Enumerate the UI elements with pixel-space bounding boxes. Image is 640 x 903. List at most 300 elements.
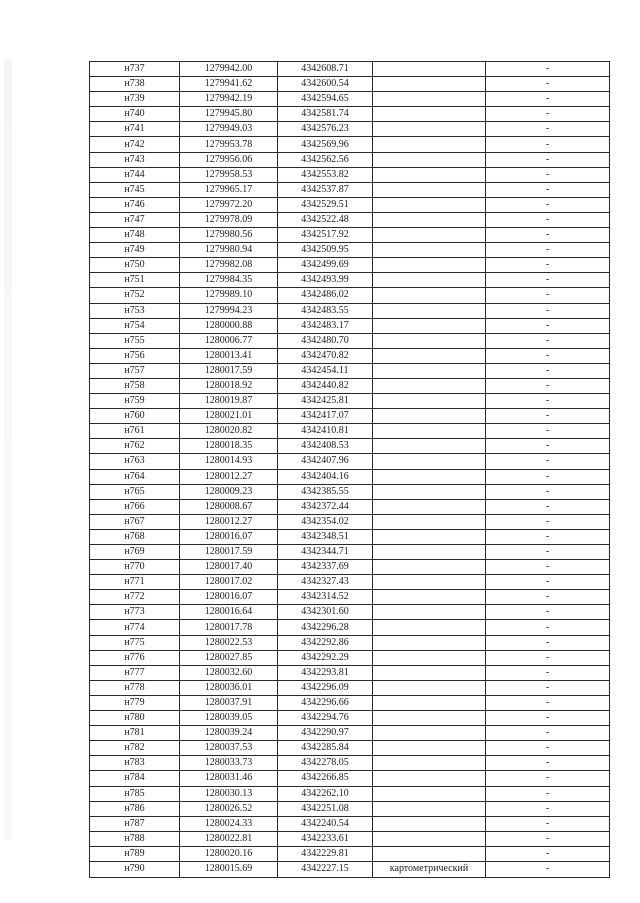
point-id-cell: н780 bbox=[90, 711, 180, 726]
x-coordinate-cell: 1280017.78 bbox=[180, 620, 278, 635]
table-row bbox=[90, 152, 610, 167]
x-coordinate-cell: 1280012.27 bbox=[180, 514, 278, 529]
method-cell bbox=[373, 182, 486, 197]
extra-cell: - bbox=[486, 409, 610, 424]
y-coordinate-cell: 4342407.96 bbox=[278, 454, 373, 469]
table-row bbox=[90, 167, 610, 182]
y-coordinate-cell: 4342454.11 bbox=[278, 363, 373, 378]
x-coordinate-cell: 1279980.56 bbox=[180, 228, 278, 243]
table-row bbox=[90, 529, 610, 544]
extra-cell: - bbox=[486, 378, 610, 393]
point-id-cell: н760 bbox=[90, 409, 180, 424]
x-coordinate-cell: 1280037.91 bbox=[180, 695, 278, 710]
table-row bbox=[90, 333, 610, 348]
table-row bbox=[90, 122, 610, 137]
table-row bbox=[90, 635, 610, 650]
extra-cell: - bbox=[486, 348, 610, 363]
point-id-cell: н754 bbox=[90, 318, 180, 333]
extra-cell: - bbox=[486, 786, 610, 801]
point-id-cell: н743 bbox=[90, 152, 180, 167]
y-coordinate-cell: 4342522.48 bbox=[278, 212, 373, 227]
x-coordinate-cell: 1279994.23 bbox=[180, 303, 278, 318]
method-cell bbox=[373, 545, 486, 560]
point-id-cell: н749 bbox=[90, 243, 180, 258]
table-row bbox=[90, 318, 610, 333]
y-coordinate-cell: 4342425.81 bbox=[278, 394, 373, 409]
x-coordinate-cell: 1279945.80 bbox=[180, 107, 278, 122]
method-cell bbox=[373, 484, 486, 499]
extra-cell: - bbox=[486, 122, 610, 137]
extra-cell: - bbox=[486, 545, 610, 560]
x-coordinate-cell: 1279953.78 bbox=[180, 137, 278, 152]
method-cell bbox=[373, 348, 486, 363]
extra-cell: - bbox=[486, 62, 610, 77]
y-coordinate-cell: 4342266.85 bbox=[278, 771, 373, 786]
method-cell bbox=[373, 77, 486, 92]
method-cell bbox=[373, 363, 486, 378]
method-cell bbox=[373, 665, 486, 680]
y-coordinate-cell: 4342594.65 bbox=[278, 92, 373, 107]
extra-cell: - bbox=[486, 273, 610, 288]
y-coordinate-cell: 4342293.81 bbox=[278, 665, 373, 680]
y-coordinate-cell: 4342562.56 bbox=[278, 152, 373, 167]
x-coordinate-cell: 1280018.92 bbox=[180, 378, 278, 393]
point-id-cell: н741 bbox=[90, 122, 180, 137]
method-cell bbox=[373, 394, 486, 409]
point-id-cell: н772 bbox=[90, 590, 180, 605]
table-row bbox=[90, 575, 610, 590]
point-id-cell: н785 bbox=[90, 786, 180, 801]
extra-cell: - bbox=[486, 424, 610, 439]
point-id-cell: н770 bbox=[90, 560, 180, 575]
method-cell bbox=[373, 333, 486, 348]
method-cell bbox=[373, 107, 486, 122]
x-coordinate-cell: 1280031.46 bbox=[180, 771, 278, 786]
extra-cell: - bbox=[486, 77, 610, 92]
y-coordinate-cell: 4342240.54 bbox=[278, 816, 373, 831]
point-id-cell: н755 bbox=[90, 333, 180, 348]
table-row bbox=[90, 741, 610, 756]
extra-cell: - bbox=[486, 514, 610, 529]
x-coordinate-cell: 1280014.93 bbox=[180, 454, 278, 469]
x-coordinate-cell: 1280022.53 bbox=[180, 635, 278, 650]
extra-cell: - bbox=[486, 92, 610, 107]
method-cell bbox=[373, 424, 486, 439]
point-id-cell: н782 bbox=[90, 741, 180, 756]
table-row bbox=[90, 182, 610, 197]
extra-cell: - bbox=[486, 635, 610, 650]
x-coordinate-cell: 1280020.82 bbox=[180, 424, 278, 439]
y-coordinate-cell: 4342486.02 bbox=[278, 288, 373, 303]
extra-cell: - bbox=[486, 303, 610, 318]
table-row bbox=[90, 258, 610, 273]
point-id-cell: н759 bbox=[90, 394, 180, 409]
y-coordinate-cell: 4342354.02 bbox=[278, 514, 373, 529]
method-cell bbox=[373, 62, 486, 77]
point-id-cell: н778 bbox=[90, 680, 180, 695]
method-cell bbox=[373, 650, 486, 665]
point-id-cell: н781 bbox=[90, 726, 180, 741]
x-coordinate-cell: 1280013.41 bbox=[180, 348, 278, 363]
x-coordinate-cell: 1280032.60 bbox=[180, 665, 278, 680]
method-cell bbox=[373, 726, 486, 741]
point-id-cell: н762 bbox=[90, 439, 180, 454]
method-cell bbox=[373, 605, 486, 620]
table-row bbox=[90, 273, 610, 288]
extra-cell: - bbox=[486, 575, 610, 590]
extra-cell: - bbox=[486, 243, 610, 258]
method-cell bbox=[373, 695, 486, 710]
extra-cell: - bbox=[486, 665, 610, 680]
y-coordinate-cell: 4342483.17 bbox=[278, 318, 373, 333]
table-row bbox=[90, 726, 610, 741]
x-coordinate-cell: 1279956.06 bbox=[180, 152, 278, 167]
point-id-cell: н776 bbox=[90, 650, 180, 665]
table-row bbox=[90, 560, 610, 575]
point-id-cell: н765 bbox=[90, 484, 180, 499]
extra-cell: - bbox=[486, 499, 610, 514]
table-row bbox=[90, 303, 610, 318]
table-row bbox=[90, 816, 610, 831]
x-coordinate-cell: 1279942.19 bbox=[180, 92, 278, 107]
y-coordinate-cell: 4342229.81 bbox=[278, 846, 373, 861]
x-coordinate-cell: 1279942.00 bbox=[180, 62, 278, 77]
x-coordinate-cell: 1279978.09 bbox=[180, 212, 278, 227]
extra-cell: - bbox=[486, 861, 610, 877]
y-coordinate-cell: 4342440.82 bbox=[278, 378, 373, 393]
table-row bbox=[90, 378, 610, 393]
point-id-cell: н771 bbox=[90, 575, 180, 590]
table-row bbox=[90, 711, 610, 726]
extra-cell: - bbox=[486, 680, 610, 695]
x-coordinate-cell: 1280017.02 bbox=[180, 575, 278, 590]
table-row bbox=[90, 212, 610, 227]
point-id-cell: н763 bbox=[90, 454, 180, 469]
x-coordinate-cell: 1280030.13 bbox=[180, 786, 278, 801]
extra-cell: - bbox=[486, 846, 610, 861]
y-coordinate-cell: 4342410.81 bbox=[278, 424, 373, 439]
method-cell bbox=[373, 469, 486, 484]
y-coordinate-cell: 4342509.95 bbox=[278, 243, 373, 258]
method-cell bbox=[373, 575, 486, 590]
point-id-cell: н739 bbox=[90, 92, 180, 107]
extra-cell: - bbox=[486, 258, 610, 273]
method-cell bbox=[373, 680, 486, 695]
y-coordinate-cell: 4342290.97 bbox=[278, 726, 373, 741]
extra-cell: - bbox=[486, 107, 610, 122]
y-coordinate-cell: 4342227.15 bbox=[278, 861, 373, 877]
point-id-cell: н788 bbox=[90, 831, 180, 846]
table-row bbox=[90, 801, 610, 816]
point-id-cell: н744 bbox=[90, 167, 180, 182]
y-coordinate-cell: 4342569.96 bbox=[278, 137, 373, 152]
method-cell bbox=[373, 318, 486, 333]
point-id-cell: н764 bbox=[90, 469, 180, 484]
point-id-cell: н786 bbox=[90, 801, 180, 816]
table-row bbox=[90, 484, 610, 499]
y-coordinate-cell: 4342493.99 bbox=[278, 273, 373, 288]
y-coordinate-cell: 4342285.84 bbox=[278, 741, 373, 756]
table-row bbox=[90, 514, 610, 529]
method-cell bbox=[373, 454, 486, 469]
point-id-cell: н745 bbox=[90, 182, 180, 197]
method-cell bbox=[373, 711, 486, 726]
extra-cell: - bbox=[486, 212, 610, 227]
y-coordinate-cell: 4342385.55 bbox=[278, 484, 373, 499]
y-coordinate-cell: 4342292.29 bbox=[278, 650, 373, 665]
table-row bbox=[90, 62, 610, 77]
table-row bbox=[90, 424, 610, 439]
point-id-cell: н784 bbox=[90, 771, 180, 786]
point-id-cell: н767 bbox=[90, 514, 180, 529]
y-coordinate-cell: 4342292.86 bbox=[278, 635, 373, 650]
extra-cell: - bbox=[486, 801, 610, 816]
extra-cell: - bbox=[486, 484, 610, 499]
table-row bbox=[90, 454, 610, 469]
table-row bbox=[90, 771, 610, 786]
extra-cell: - bbox=[486, 620, 610, 635]
method-cell bbox=[373, 620, 486, 635]
method-cell: картометрический bbox=[373, 861, 486, 877]
extra-cell: - bbox=[486, 771, 610, 786]
extra-cell: - bbox=[486, 197, 610, 212]
x-coordinate-cell: 1280008.67 bbox=[180, 499, 278, 514]
x-coordinate-cell: 1280027.85 bbox=[180, 650, 278, 665]
method-cell bbox=[373, 831, 486, 846]
point-id-cell: н777 bbox=[90, 665, 180, 680]
table-row bbox=[90, 650, 610, 665]
table-row bbox=[90, 137, 610, 152]
point-id-cell: н757 bbox=[90, 363, 180, 378]
point-id-cell: н766 bbox=[90, 499, 180, 514]
x-coordinate-cell: 1280016.07 bbox=[180, 529, 278, 544]
table-row bbox=[90, 545, 610, 560]
point-id-cell: н768 bbox=[90, 529, 180, 544]
method-cell bbox=[373, 152, 486, 167]
method-cell bbox=[373, 846, 486, 861]
x-coordinate-cell: 1280039.24 bbox=[180, 726, 278, 741]
x-coordinate-cell: 1279980.94 bbox=[180, 243, 278, 258]
point-id-cell: н742 bbox=[90, 137, 180, 152]
point-id-cell: н756 bbox=[90, 348, 180, 363]
x-coordinate-cell: 1279989.10 bbox=[180, 288, 278, 303]
point-id-cell: н779 bbox=[90, 695, 180, 710]
y-coordinate-cell: 4342348.51 bbox=[278, 529, 373, 544]
method-cell bbox=[373, 590, 486, 605]
x-coordinate-cell: 1280017.59 bbox=[180, 363, 278, 378]
x-coordinate-cell: 1280039.05 bbox=[180, 711, 278, 726]
y-coordinate-cell: 4342337.69 bbox=[278, 560, 373, 575]
extra-cell: - bbox=[486, 454, 610, 469]
x-coordinate-cell: 1280019.87 bbox=[180, 394, 278, 409]
table-row bbox=[90, 499, 610, 514]
extra-cell: - bbox=[486, 529, 610, 544]
table-row bbox=[90, 409, 610, 424]
extra-cell: - bbox=[486, 363, 610, 378]
x-coordinate-cell: 1280026.52 bbox=[180, 801, 278, 816]
table-row bbox=[90, 348, 610, 363]
y-coordinate-cell: 4342344.71 bbox=[278, 545, 373, 560]
point-id-cell: н751 bbox=[90, 273, 180, 288]
method-cell bbox=[373, 409, 486, 424]
extra-cell: - bbox=[486, 469, 610, 484]
y-coordinate-cell: 4342296.09 bbox=[278, 680, 373, 695]
x-coordinate-cell: 1279949.03 bbox=[180, 122, 278, 137]
point-id-cell: н752 bbox=[90, 288, 180, 303]
table-row bbox=[90, 590, 610, 605]
point-id-cell: н740 bbox=[90, 107, 180, 122]
x-coordinate-cell: 1280006.77 bbox=[180, 333, 278, 348]
table-row bbox=[90, 665, 610, 680]
point-id-cell: н761 bbox=[90, 424, 180, 439]
method-cell bbox=[373, 378, 486, 393]
y-coordinate-cell: 4342608.71 bbox=[278, 62, 373, 77]
y-coordinate-cell: 4342480.70 bbox=[278, 333, 373, 348]
point-id-cell: н753 bbox=[90, 303, 180, 318]
y-coordinate-cell: 4342296.28 bbox=[278, 620, 373, 635]
method-cell bbox=[373, 228, 486, 243]
method-cell bbox=[373, 303, 486, 318]
x-coordinate-cell: 1280016.07 bbox=[180, 590, 278, 605]
point-id-cell: н790 bbox=[90, 861, 180, 877]
y-coordinate-cell: 4342470.82 bbox=[278, 348, 373, 363]
extra-cell: - bbox=[486, 318, 610, 333]
extra-cell: - bbox=[486, 394, 610, 409]
method-cell bbox=[373, 756, 486, 771]
table-row bbox=[90, 107, 610, 122]
x-coordinate-cell: 1280015.69 bbox=[180, 861, 278, 877]
table-row bbox=[90, 92, 610, 107]
extra-cell: - bbox=[486, 333, 610, 348]
method-cell bbox=[373, 514, 486, 529]
extra-cell: - bbox=[486, 439, 610, 454]
method-cell bbox=[373, 288, 486, 303]
coordinates-table bbox=[89, 61, 610, 878]
x-coordinate-cell: 1280018.35 bbox=[180, 439, 278, 454]
scan-margin-artifact bbox=[4, 60, 12, 840]
method-cell bbox=[373, 122, 486, 137]
y-coordinate-cell: 4342404.16 bbox=[278, 469, 373, 484]
table-row bbox=[90, 786, 610, 801]
method-cell bbox=[373, 197, 486, 212]
point-id-cell: н738 bbox=[90, 77, 180, 92]
extra-cell: - bbox=[486, 182, 610, 197]
method-cell bbox=[373, 439, 486, 454]
table-row bbox=[90, 363, 610, 378]
method-cell bbox=[373, 816, 486, 831]
y-coordinate-cell: 4342517.92 bbox=[278, 228, 373, 243]
method-cell bbox=[373, 801, 486, 816]
point-id-cell: н769 bbox=[90, 545, 180, 560]
y-coordinate-cell: 4342314.52 bbox=[278, 590, 373, 605]
x-coordinate-cell: 1280037.53 bbox=[180, 741, 278, 756]
point-id-cell: н747 bbox=[90, 212, 180, 227]
coordinates-table-body bbox=[90, 62, 610, 878]
extra-cell: - bbox=[486, 816, 610, 831]
extra-cell: - bbox=[486, 228, 610, 243]
method-cell bbox=[373, 243, 486, 258]
point-id-cell: н737 bbox=[90, 62, 180, 77]
y-coordinate-cell: 4342278.05 bbox=[278, 756, 373, 771]
y-coordinate-cell: 4342408.53 bbox=[278, 439, 373, 454]
table-row bbox=[90, 197, 610, 212]
point-id-cell: н750 bbox=[90, 258, 180, 273]
y-coordinate-cell: 4342372.44 bbox=[278, 499, 373, 514]
x-coordinate-cell: 1280017.40 bbox=[180, 560, 278, 575]
extra-cell: - bbox=[486, 726, 610, 741]
point-id-cell: н758 bbox=[90, 378, 180, 393]
point-id-cell: н774 bbox=[90, 620, 180, 635]
y-coordinate-cell: 4342537.87 bbox=[278, 182, 373, 197]
extra-cell: - bbox=[486, 152, 610, 167]
x-coordinate-cell: 1279965.17 bbox=[180, 182, 278, 197]
method-cell bbox=[373, 771, 486, 786]
table-row bbox=[90, 228, 610, 243]
y-coordinate-cell: 4342251.08 bbox=[278, 801, 373, 816]
method-cell bbox=[373, 212, 486, 227]
y-coordinate-cell: 4342296.66 bbox=[278, 695, 373, 710]
x-coordinate-cell: 1280017.59 bbox=[180, 545, 278, 560]
table-row bbox=[90, 243, 610, 258]
table-row bbox=[90, 605, 610, 620]
extra-cell: - bbox=[486, 711, 610, 726]
y-coordinate-cell: 4342529.51 bbox=[278, 197, 373, 212]
y-coordinate-cell: 4342581.74 bbox=[278, 107, 373, 122]
extra-cell: - bbox=[486, 650, 610, 665]
x-coordinate-cell: 1279982.08 bbox=[180, 258, 278, 273]
extra-cell: - bbox=[486, 695, 610, 710]
x-coordinate-cell: 1280009.23 bbox=[180, 484, 278, 499]
extra-cell: - bbox=[486, 756, 610, 771]
table-row bbox=[90, 680, 610, 695]
y-coordinate-cell: 4342483.55 bbox=[278, 303, 373, 318]
method-cell bbox=[373, 92, 486, 107]
y-coordinate-cell: 4342600.54 bbox=[278, 77, 373, 92]
y-coordinate-cell: 4342233.61 bbox=[278, 831, 373, 846]
method-cell bbox=[373, 635, 486, 650]
extra-cell: - bbox=[486, 831, 610, 846]
point-id-cell: н775 bbox=[90, 635, 180, 650]
extra-cell: - bbox=[486, 590, 610, 605]
method-cell bbox=[373, 137, 486, 152]
x-coordinate-cell: 1279941.62 bbox=[180, 77, 278, 92]
extra-cell: - bbox=[486, 288, 610, 303]
method-cell bbox=[373, 741, 486, 756]
y-coordinate-cell: 4342576.23 bbox=[278, 122, 373, 137]
y-coordinate-cell: 4342417.07 bbox=[278, 409, 373, 424]
x-coordinate-cell: 1279972.20 bbox=[180, 197, 278, 212]
x-coordinate-cell: 1279984.35 bbox=[180, 273, 278, 288]
extra-cell: - bbox=[486, 137, 610, 152]
x-coordinate-cell: 1280024.33 bbox=[180, 816, 278, 831]
x-coordinate-cell: 1280036.01 bbox=[180, 680, 278, 695]
x-coordinate-cell: 1280020.16 bbox=[180, 846, 278, 861]
method-cell bbox=[373, 786, 486, 801]
method-cell bbox=[373, 258, 486, 273]
table-row bbox=[90, 469, 610, 484]
table-row bbox=[90, 756, 610, 771]
y-coordinate-cell: 4342262.10 bbox=[278, 786, 373, 801]
x-coordinate-cell: 1280000.88 bbox=[180, 318, 278, 333]
method-cell bbox=[373, 273, 486, 288]
x-coordinate-cell: 1280022.81 bbox=[180, 831, 278, 846]
extra-cell: - bbox=[486, 741, 610, 756]
extra-cell: - bbox=[486, 560, 610, 575]
method-cell bbox=[373, 529, 486, 544]
table-row bbox=[90, 846, 610, 861]
method-cell bbox=[373, 560, 486, 575]
method-cell bbox=[373, 167, 486, 182]
